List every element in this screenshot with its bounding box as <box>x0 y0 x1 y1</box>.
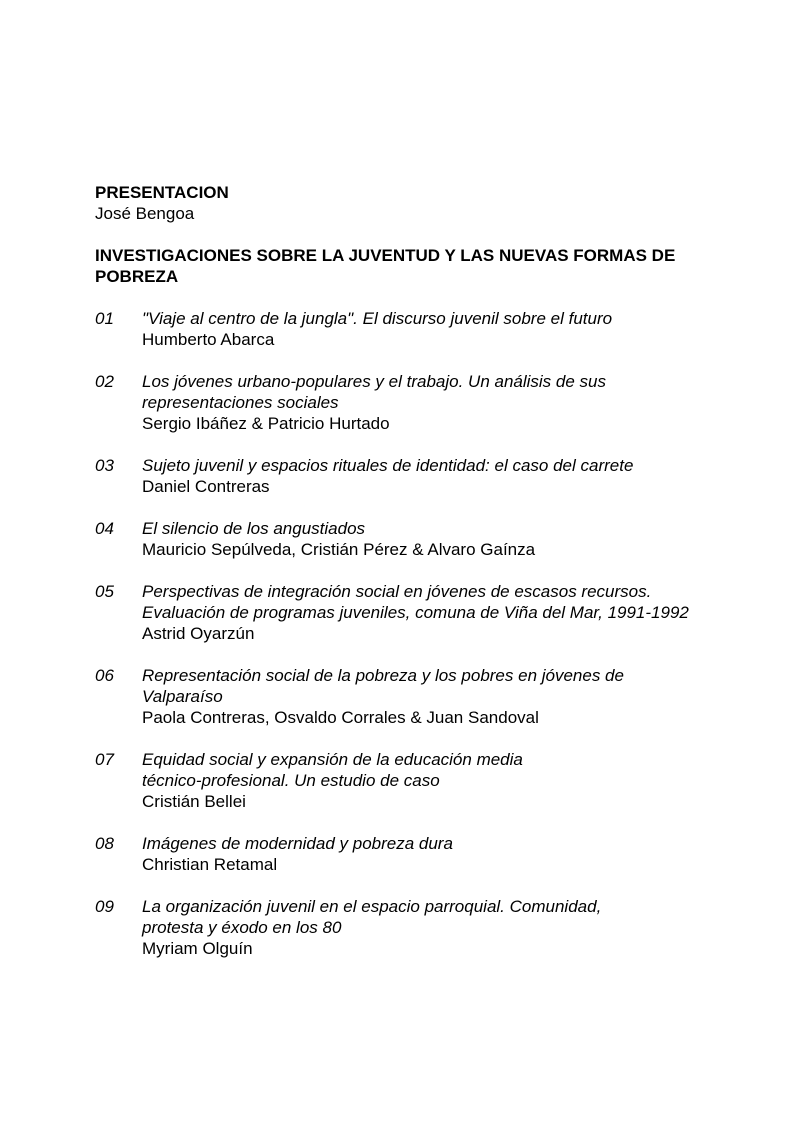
entry-title: Perspectivas de integración social en jóvenes de escasos recursos. Evaluación de programas juveniles, comuna de Viña del Mar, 1991-1992 <box>142 582 689 622</box>
entry-body <box>142 581 715 644</box>
presentation-heading: PRESENTACION <box>95 183 229 202</box>
entry-body <box>142 896 715 959</box>
entry-number: 01 <box>95 309 114 328</box>
entry-number: 08 <box>95 834 114 853</box>
list-item <box>95 455 715 497</box>
entry-title: Equidad social y expansión de la educación media técnico-profesional. Un estudio de caso <box>142 750 523 790</box>
entry-authors: Mauricio Sepúlveda, Cristián Pérez & Alvaro Gaínza <box>142 540 536 559</box>
section-heading: INVESTIGACIONES SOBRE LA JUVENTUD Y LAS NUEVAS FORMAS DE POBREZA <box>95 246 676 286</box>
entry-body <box>142 371 715 434</box>
presentation-author: José Bengoa <box>95 204 195 223</box>
entry-body <box>142 518 715 560</box>
entry-authors: Daniel Contreras <box>142 477 270 496</box>
entry-title: "Viaje al centro de la jungla". El discurso juvenil sobre el futuro <box>142 309 613 328</box>
entry-number: 09 <box>95 897 114 916</box>
list-item <box>95 581 715 644</box>
entry-number: 03 <box>95 456 114 475</box>
entry-body <box>142 665 715 728</box>
entry-number: 05 <box>95 582 114 601</box>
list-item <box>95 518 715 560</box>
entry-body <box>142 833 715 875</box>
entry-title: Representación social de la pobreza y los pobres en jóvenes de Valparaíso <box>142 666 624 706</box>
entry-title: Los jóvenes urbano-populares y el trabajo. Un análisis de sus representaciones sociales <box>142 372 606 412</box>
entry-authors: Christian Retamal <box>142 855 278 874</box>
entries-list <box>95 308 715 959</box>
entry-number: 07 <box>95 750 114 769</box>
list-item <box>95 749 715 812</box>
entry-body <box>142 455 715 497</box>
entry-body <box>142 308 715 350</box>
list-item <box>95 665 715 728</box>
entry-number: 04 <box>95 519 114 538</box>
entry-authors: Sergio Ibáñez & Patricio Hurtado <box>142 414 390 433</box>
entry-authors: Humberto Abarca <box>142 330 275 349</box>
entry-title: Sujeto juvenil y espacios rituales de identidad: el caso del carrete <box>142 456 634 475</box>
list-item <box>95 896 715 959</box>
entry-number: 02 <box>95 372 114 391</box>
entry-number: 06 <box>95 666 114 685</box>
list-item <box>95 371 715 434</box>
entry-title: La organización juvenil en el espacio parroquial. Comunidad, protesta y éxodo en los 80 <box>142 897 602 937</box>
entry-authors: Myriam Olguín <box>142 939 253 958</box>
entry-authors: Cristián Bellei <box>142 792 246 811</box>
entry-authors: Astrid Oyarzún <box>142 624 255 643</box>
entry-title: El silencio de los angustiados <box>142 519 366 538</box>
entry-title: Imágenes de modernidad y pobreza dura <box>142 834 453 853</box>
table-of-contents <box>95 182 715 980</box>
list-item <box>95 833 715 875</box>
entry-authors: Paola Contreras, Osvaldo Corrales & Juan Sandoval <box>142 708 539 727</box>
list-item <box>95 308 715 350</box>
entry-body <box>142 749 715 812</box>
